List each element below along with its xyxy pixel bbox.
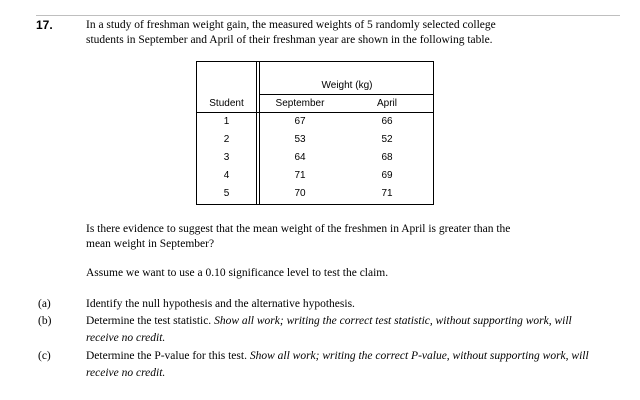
cell-september: 67	[294, 116, 306, 127]
table-row	[197, 134, 433, 152]
question-number: 17.	[36, 18, 53, 32]
part-c-text	[86, 348, 606, 382]
cell-student: 4	[223, 170, 230, 181]
part-b-note: Show all work; writing the correct test statistic, without supporting work, will receive no credit.	[86, 315, 572, 344]
table-row	[197, 152, 433, 170]
part-b-text	[86, 313, 606, 347]
part-b-statement: Determine the test statistic.	[86, 315, 212, 327]
table-row	[197, 188, 433, 206]
table-group-header: Weight (kg)	[321, 80, 373, 91]
top-divider	[36, 15, 620, 16]
intro-line-1: In a study of freshman weight gain, the measured weights of 5 randomly selected college	[86, 19, 496, 31]
prompt-line-2: mean weight in September?	[86, 238, 215, 250]
weight-table	[196, 61, 434, 205]
column-header-student: Student	[209, 98, 244, 109]
cell-april: 71	[381, 188, 393, 199]
cell-april: 68	[381, 152, 393, 163]
cell-april: 52	[381, 134, 393, 145]
part-c-statement: Determine the P-value for this test.	[86, 350, 247, 362]
table-row	[197, 116, 433, 134]
question-prompt	[86, 222, 596, 252]
column-header-september: September	[275, 98, 325, 109]
significance-assumption: Assume we want to use a 0.10 significance level to test the claim.	[86, 267, 389, 279]
cell-student: 5	[223, 188, 230, 199]
table-row	[197, 170, 433, 188]
part-b-label: (b)	[38, 315, 52, 327]
cell-student: 2	[223, 134, 230, 145]
question-intro	[86, 18, 606, 48]
cell-september: 70	[294, 188, 306, 199]
cell-september: 64	[294, 152, 306, 163]
part-c-label: (c)	[38, 350, 51, 362]
column-header-april: April	[376, 98, 397, 109]
part-c-note: Show all work; writing the correct P-value, without supporting work, will receive no credit.	[86, 350, 589, 379]
part-a-text	[86, 296, 606, 313]
part-a-statement: Identify the null hypothesis and the alternative hypothesis.	[86, 298, 355, 310]
prompt-line-1: Is there evidence to suggest that the mean weight of the freshmen in April is greater than the	[86, 223, 511, 235]
part-a-label: (a)	[38, 298, 51, 310]
cell-september: 71	[294, 170, 306, 181]
cell-april: 66	[381, 116, 393, 127]
cell-student: 3	[223, 152, 230, 163]
cell-april: 69	[381, 170, 393, 181]
intro-line-2: students in September and April of their freshman year are shown in the following table.	[86, 34, 493, 46]
cell-student: 1	[223, 116, 230, 127]
cell-september: 53	[294, 134, 306, 145]
